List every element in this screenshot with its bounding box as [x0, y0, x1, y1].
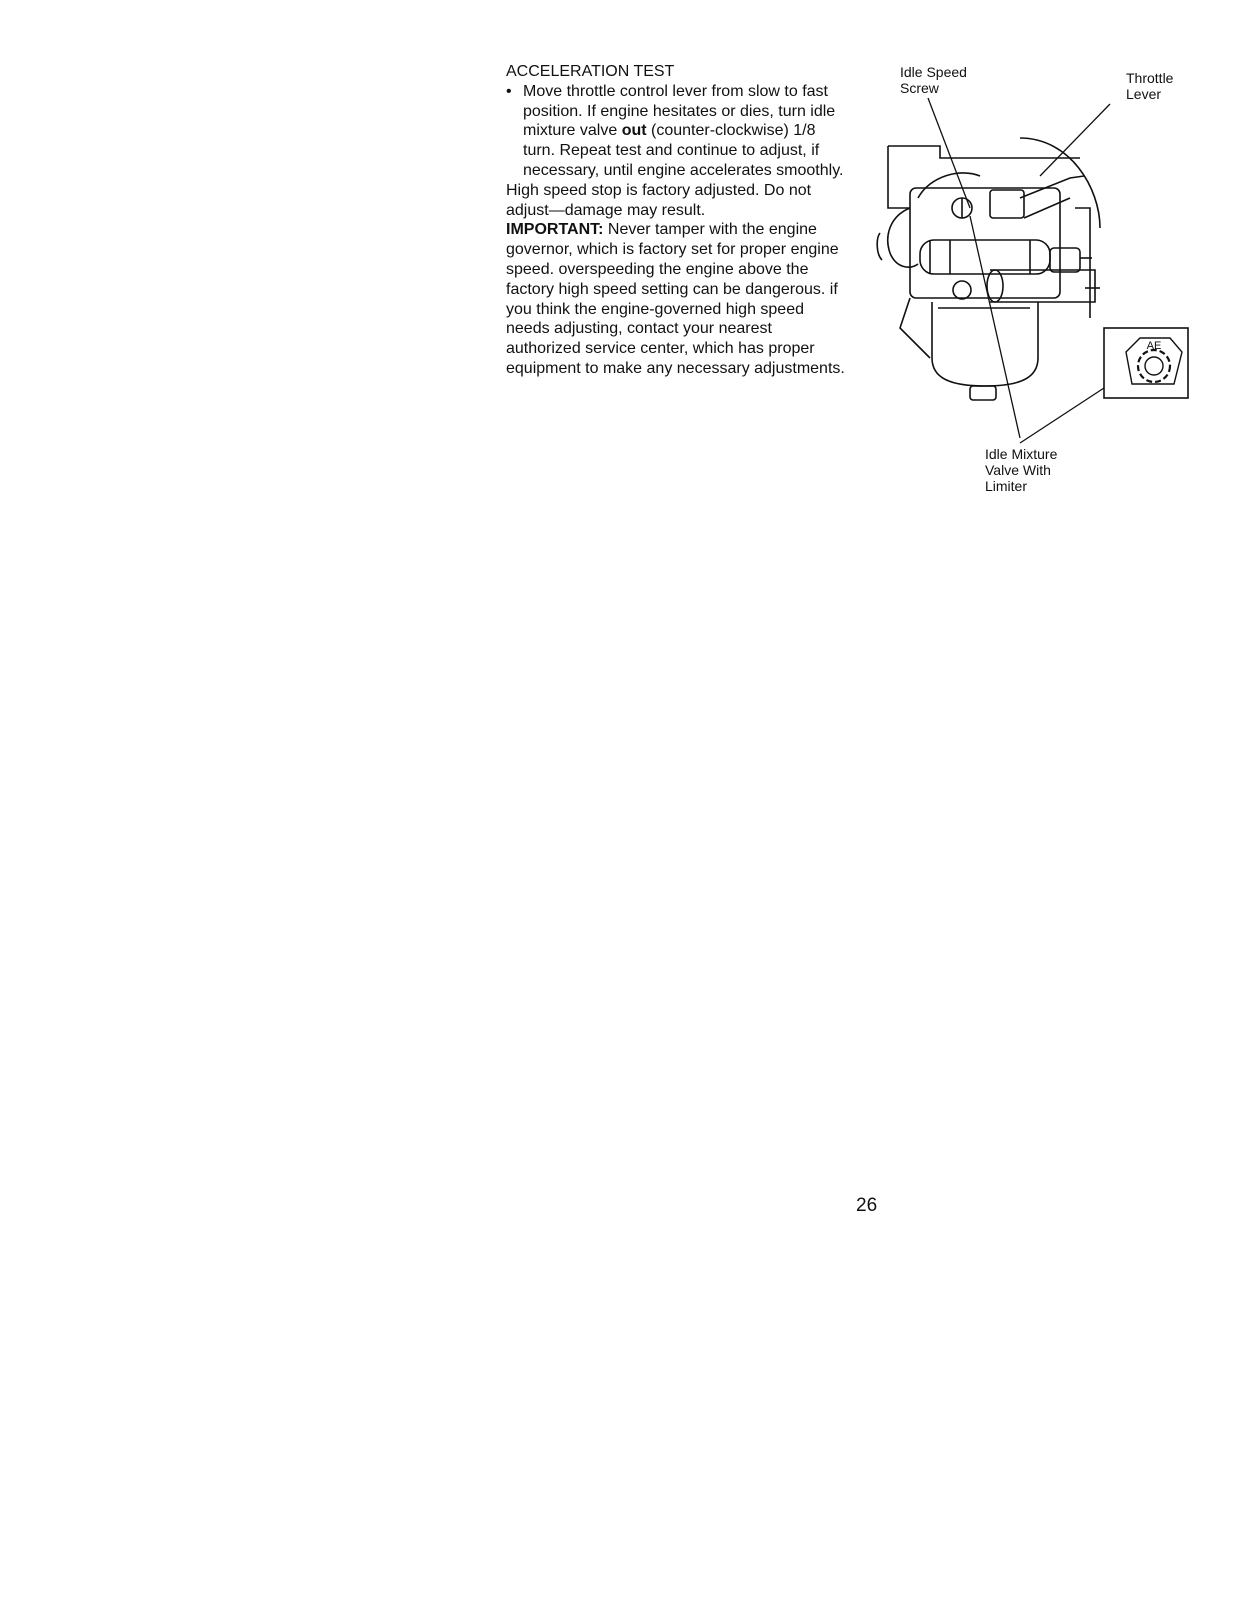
important-label: IMPORTANT:	[506, 221, 604, 239]
bullet-text-start: Move throttle control lever from slow to fast position. If engine hesitates or dies, turn idle mixture valve	[523, 82, 836, 140]
instruction-text-column	[506, 62, 846, 379]
bullet-bold-word: out	[621, 122, 647, 140]
important-note	[506, 220, 846, 378]
carburetor-illustration	[870, 58, 1218, 498]
limiter-inset	[1104, 328, 1188, 398]
idle-speed-screw-label: Idle Speed Screw	[900, 64, 967, 96]
bullet-item	[506, 82, 846, 181]
bullet-text-end: (counter-clockwise) 1/8 turn. Repeat test and continue to adjust, if necessary, until engine accelerates smoothly.	[523, 122, 844, 179]
bullet-marker: •	[506, 82, 512, 100]
high-speed-note: High speed stop is factory adjusted. Do not adjust—damage may result.	[506, 181, 812, 219]
section-heading: ACCELERATION TEST	[506, 63, 675, 80]
inset-label: AE	[1146, 340, 1162, 352]
carburetor-diagram	[870, 58, 1218, 498]
page-number: 26	[856, 1195, 878, 1216]
throttle-lever-label: Throttle Lever	[1126, 70, 1174, 102]
important-text: Never tamper with the engine governor, which is factory set for proper engine speed. overspeeding the engine above the factory high speed setting can be dangerous. if you think the engine-governed high speed needs adjusting, contact your nearest authorized service center, which has proper equipment to make any necessary adjustments.	[506, 221, 845, 377]
idle-mixture-valve-label: Idle Mixture Valve With Limiter	[985, 446, 1058, 494]
